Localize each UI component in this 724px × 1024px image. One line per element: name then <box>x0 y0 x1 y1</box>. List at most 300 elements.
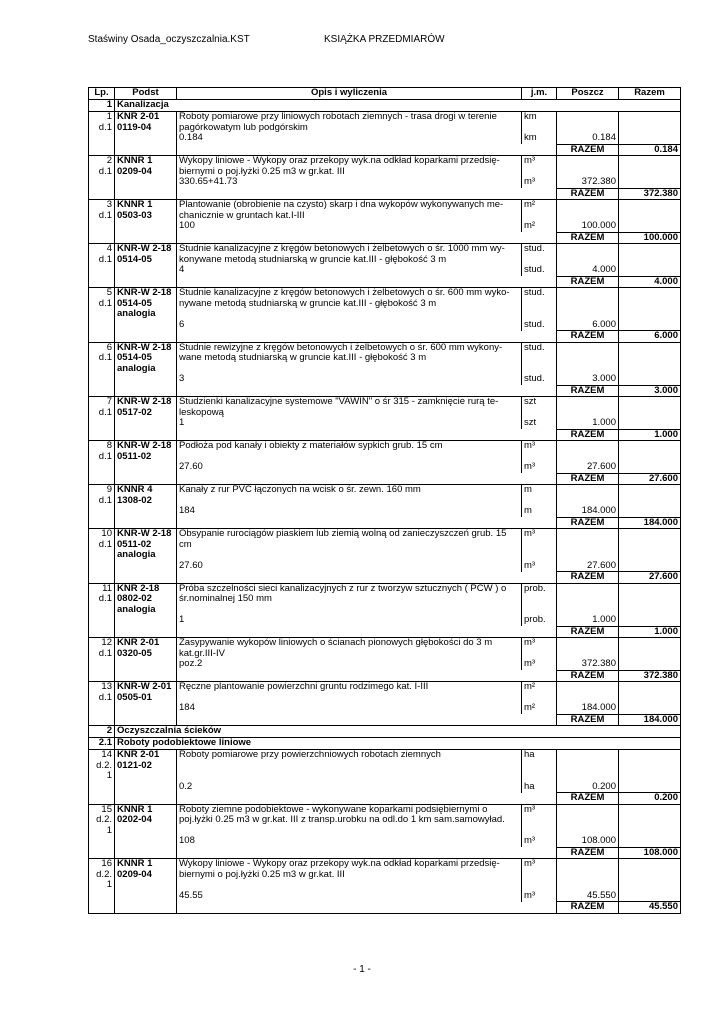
item-razem-blank <box>619 221 681 232</box>
item-podst <box>115 200 177 233</box>
item-poszcz-empty <box>557 200 619 222</box>
item-lp <box>89 859 115 902</box>
item-number: 7 <box>106 396 112 407</box>
item-number: 16 <box>101 858 112 869</box>
item-calculation: 3 <box>177 374 522 385</box>
razem-label: RAZEM <box>557 847 619 859</box>
calc-row <box>89 703 681 714</box>
total-podst-blank <box>115 276 177 288</box>
calc-row <box>89 418 681 429</box>
description-line: Roboty pomiarowe przy liniowych robotach ziemnych - trasa drogi w terenie <box>179 111 497 122</box>
basis-code: KNR-W 2-18 <box>117 243 172 254</box>
item-poszcz: 100.000 <box>557 221 619 232</box>
description-line <box>179 605 519 616</box>
total-jm-blank <box>522 517 557 529</box>
item-row <box>89 804 681 836</box>
basis-code: KNNR 1 <box>117 199 153 210</box>
item-razem: 0.200 <box>619 793 681 805</box>
item-razem: 372.380 <box>619 188 681 200</box>
item-podst <box>115 244 177 277</box>
basis-code: 0514-05 <box>117 253 152 265</box>
item-calculation: 108 <box>177 836 522 847</box>
total-lp-blank <box>89 473 115 485</box>
total-lp-blank <box>89 902 115 914</box>
total-row <box>89 331 681 343</box>
item-unit: stud. <box>522 342 557 374</box>
item-razem-empty <box>619 200 681 222</box>
basis-code: KNR 2-01 <box>117 749 160 760</box>
col-header-opis: Opis i wyliczenia <box>177 88 522 100</box>
item-number: 11 <box>102 583 112 594</box>
calc-row <box>89 836 681 847</box>
item-podst <box>115 397 177 430</box>
item-calculation: poz.2 <box>177 659 522 670</box>
total-desc-blank <box>177 517 522 529</box>
total-desc-blank <box>177 188 522 200</box>
calc-row <box>89 320 681 331</box>
page-number: - 1 - <box>353 964 371 975</box>
item-razem: 184.000 <box>619 714 681 726</box>
item-calc-unit: stud. <box>522 374 557 385</box>
item-poszcz: 3.000 <box>557 374 619 385</box>
item-number: 13 <box>101 681 112 692</box>
total-row <box>89 714 681 726</box>
total-row <box>89 473 681 485</box>
total-row <box>89 572 681 584</box>
item-calculation: 1 <box>177 615 522 626</box>
calc-row <box>89 177 681 188</box>
bill-of-quantities-table <box>88 87 681 914</box>
description-line: nywane metodą studniarską w gruncie kat.III - głębokość 3 m <box>179 297 437 309</box>
total-jm-blank <box>522 714 557 726</box>
total-jm-blank <box>522 188 557 200</box>
item-unit: m³ <box>522 529 557 561</box>
item-lp <box>89 244 115 277</box>
item-razem: 108.000 <box>619 847 681 859</box>
calc-row <box>89 615 681 626</box>
calc-row <box>89 506 681 517</box>
section-number: 2 <box>89 726 115 738</box>
item-poszcz-empty <box>557 156 619 178</box>
item-lp <box>89 485 115 518</box>
item-razem-empty <box>619 682 681 704</box>
item-razem: 0.184 <box>619 144 681 156</box>
item-razem: 184.000 <box>619 517 681 529</box>
item-poszcz-empty <box>557 244 619 266</box>
item-razem-blank <box>619 615 681 626</box>
col-header-podst: Podst <box>115 88 177 100</box>
description-line: Studzienki kanalizacyjne systemowe "VAWIN" o śr 315 - zamknięcie rurą te- <box>179 396 499 407</box>
basis-code: 0517-02 <box>117 406 152 418</box>
calc-row <box>89 782 681 793</box>
item-razem: 45.550 <box>619 902 681 914</box>
item-calculation: 45.55 <box>177 891 522 902</box>
description-line: cm <box>179 538 192 550</box>
item-lp <box>89 682 115 715</box>
description-line: Studnie kanalizacyjne z kręgów betonowych i żelbetowych o śr. 600 mm wyko- <box>179 287 510 298</box>
item-calc-unit: m³ <box>522 836 557 847</box>
item-podst <box>115 750 177 793</box>
item-calc-unit: m² <box>522 703 557 714</box>
item-calc-unit: m² <box>522 221 557 232</box>
item-section-ref: d.1 <box>98 352 112 363</box>
total-row <box>89 902 681 914</box>
description-line: chanicznie w gruntach kat.I-III <box>179 209 305 221</box>
item-lp <box>89 583 115 626</box>
description-line: Roboty ziemne podobiektowe - wykonywane koparkami podsiębiernymi o <box>179 804 488 815</box>
total-jm-blank <box>522 902 557 914</box>
item-row <box>89 288 681 320</box>
item-razem-empty <box>619 638 681 660</box>
item-poszcz-empty <box>557 583 619 615</box>
document-title: KSIĄŻKA PRZEDMIARÓW <box>324 34 445 45</box>
item-description <box>177 112 522 134</box>
total-row <box>89 232 681 244</box>
total-lp-blank <box>89 714 115 726</box>
razem-label: RAZEM <box>557 276 619 288</box>
total-row <box>89 144 681 156</box>
total-desc-blank <box>177 429 522 441</box>
item-calculation: 27.60 <box>177 462 522 473</box>
total-desc-blank <box>177 572 522 584</box>
item-number: 5 <box>106 287 112 298</box>
calc-row <box>89 265 681 276</box>
description-line <box>179 771 519 782</box>
item-podst <box>115 112 177 145</box>
item-section-ref: d.1 <box>98 494 112 506</box>
item-poszcz: 372.380 <box>557 659 619 670</box>
item-row <box>89 156 681 178</box>
item-razem: 372.380 <box>619 670 681 682</box>
total-row <box>89 385 681 397</box>
item-razem-blank <box>619 561 681 572</box>
item-number: 14 <box>101 749 112 760</box>
calc-row <box>89 374 681 385</box>
total-desc-blank <box>177 144 522 156</box>
total-row <box>89 670 681 682</box>
total-podst-blank <box>115 572 177 584</box>
item-podst <box>115 638 177 671</box>
description-line <box>179 496 519 507</box>
item-razem-blank <box>619 891 681 902</box>
item-number: 3 <box>106 199 112 210</box>
item-unit: m³ <box>522 804 557 836</box>
item-section-ref: d.1 <box>98 165 112 177</box>
basis-code: analogia <box>117 308 156 319</box>
total-podst-blank <box>115 626 177 638</box>
item-calculation: 6 <box>177 320 522 331</box>
razem-label: RAZEM <box>557 572 619 584</box>
item-section-ref-sub: 1 <box>106 879 112 890</box>
total-row <box>89 517 681 529</box>
item-number: 8 <box>106 440 112 451</box>
basis-code: KNR-W 2-18 <box>117 440 172 451</box>
basis-code: KNR 2-01 <box>117 637 160 648</box>
basis-code: KNNR 4 <box>117 484 153 495</box>
item-section-ref: d.2. <box>96 868 112 880</box>
item-lp <box>89 804 115 847</box>
basis-code: 0514-05 <box>117 297 152 309</box>
basis-code: analogia <box>117 603 156 615</box>
description-line <box>179 880 519 891</box>
total-lp-blank <box>89 626 115 638</box>
item-description <box>177 342 522 374</box>
total-podst-blank <box>115 847 177 859</box>
item-calc-unit: km <box>522 133 557 144</box>
file-name: Staświny Osada_oczyszczalnia.KST <box>88 34 250 45</box>
section-number: 2.1 <box>89 738 115 750</box>
item-section-ref-sub: 1 <box>106 770 112 781</box>
total-desc-blank <box>177 714 522 726</box>
razem-label: RAZEM <box>557 902 619 914</box>
item-lp <box>89 441 115 474</box>
total-podst-blank <box>115 714 177 726</box>
item-poszcz-empty <box>557 485 619 507</box>
item-razem-empty <box>619 804 681 836</box>
item-lp <box>89 112 115 145</box>
item-razem: 3.000 <box>619 385 681 397</box>
item-description <box>177 156 522 178</box>
table-body <box>89 100 681 914</box>
item-razem-empty <box>619 485 681 507</box>
item-unit: m² <box>522 200 557 222</box>
col-header-lp: Lp. <box>89 88 115 100</box>
description-line: Studnie rewizyjne z kręgów betonowych i żelbetowych o śr. 600 mm wykony- <box>179 342 503 353</box>
basis-code: KNNR 1 <box>117 858 153 869</box>
basis-code: KNNR 1 <box>117 804 153 815</box>
item-razem-empty <box>619 156 681 178</box>
item-calc-unit: m <box>522 506 557 517</box>
description-line: Roboty pomiarowe przy powierzchniowych robotach ziemnych <box>179 749 441 760</box>
razem-label: RAZEM <box>557 144 619 156</box>
total-jm-blank <box>522 670 557 682</box>
item-unit: m³ <box>522 156 557 178</box>
item-razem-blank <box>619 703 681 714</box>
description-line <box>179 452 519 463</box>
item-razem-blank <box>619 836 681 847</box>
item-lp <box>89 397 115 430</box>
item-calc-unit: szt <box>522 418 557 429</box>
table-header-row <box>89 88 681 100</box>
item-number: 2 <box>106 155 112 166</box>
item-calculation: 1 <box>177 418 522 429</box>
basis-code: 0802-02 <box>117 593 152 604</box>
item-calculation: 0.184 <box>177 133 522 144</box>
total-row <box>89 429 681 441</box>
razem-label: RAZEM <box>557 793 619 805</box>
description-line: wane metodą studniarską w gruncie kat.III - głębokość 3 m <box>179 352 427 363</box>
item-calc-unit: stud. <box>522 320 557 331</box>
razem-label: RAZEM <box>557 714 619 726</box>
item-calculation: 100 <box>177 221 522 232</box>
description-line <box>179 309 519 320</box>
total-lp-blank <box>89 331 115 343</box>
basis-code: 0202-04 <box>117 814 152 825</box>
description-line: poj.łyżki 0.25 m3 w gr.kat. III z transp.urobku na odl.do 1 km sam.samowyład. <box>179 814 505 825</box>
item-razem-empty <box>619 750 681 782</box>
section-title: Roboty podobiektowe liniowe <box>115 738 681 750</box>
item-poszcz-empty <box>557 288 619 320</box>
total-lp-blank <box>89 670 115 682</box>
description-line: konywane metodą studniarską w gruncie kat.III - głębokość 3 m <box>179 253 447 265</box>
item-section-ref: d.1 <box>98 253 112 265</box>
item-razem-blank <box>619 320 681 331</box>
item-razem-blank <box>619 133 681 144</box>
calc-row <box>89 462 681 473</box>
item-row <box>89 859 681 891</box>
total-lp-blank <box>89 276 115 288</box>
basis-code: 0511-02 <box>117 450 152 462</box>
item-razem-blank <box>619 782 681 793</box>
basis-code: 0209-04 <box>117 165 152 177</box>
col-header-poszcz: Poszcz <box>557 88 619 100</box>
total-lp-blank <box>89 232 115 244</box>
total-desc-blank <box>177 847 522 859</box>
total-podst-blank <box>115 902 177 914</box>
item-razem: 4.000 <box>619 276 681 288</box>
description-line: Zasypywanie wykopów liniowych o ścianach pionowych głębokości do 3 m <box>179 637 493 648</box>
item-unit: stud. <box>522 244 557 266</box>
description-line: Wykopy liniowe - Wykopy oraz przekopy wyk.na odkład koparkami przedsię- <box>179 155 500 166</box>
description-line: biernymi o poj.łyżki 0.25 m3 w gr.kat. III <box>179 165 345 177</box>
item-number: 1 <box>106 111 112 122</box>
total-podst-blank <box>115 517 177 529</box>
item-lp <box>89 200 115 233</box>
item-razem: 1.000 <box>619 626 681 638</box>
description-line: Plantowanie (obrobienie na czysto) skarp i dna wykopów wykonywanych me- <box>179 199 504 210</box>
item-lp <box>89 288 115 331</box>
item-description <box>177 804 522 836</box>
total-lp-blank <box>89 572 115 584</box>
section-row <box>89 738 681 750</box>
basis-code: analogia <box>117 362 156 374</box>
item-razem-empty <box>619 342 681 374</box>
total-podst-blank <box>115 385 177 397</box>
total-jm-blank <box>522 793 557 805</box>
item-calc-unit: prob. <box>522 615 557 626</box>
section-number: 1 <box>89 100 115 112</box>
item-unit: ha <box>522 750 557 782</box>
item-razem-blank <box>619 659 681 670</box>
item-section-ref: d.1 <box>98 538 112 550</box>
item-podst <box>115 441 177 474</box>
item-section-ref-sub: 1 <box>106 824 112 836</box>
item-lp <box>89 342 115 385</box>
total-desc-blank <box>177 276 522 288</box>
total-row <box>89 793 681 805</box>
basis-code: 0320-05 <box>117 647 152 659</box>
col-header-razem: Razem <box>619 88 681 100</box>
item-row <box>89 682 681 704</box>
total-jm-blank <box>522 144 557 156</box>
item-razem-empty <box>619 529 681 561</box>
item-unit: m <box>522 485 557 507</box>
total-podst-blank <box>115 144 177 156</box>
item-calculation: 0.2 <box>177 782 522 793</box>
item-poszcz-empty <box>557 638 619 660</box>
total-lp-blank <box>89 847 115 859</box>
item-razem-empty <box>619 244 681 266</box>
item-calc-unit: m³ <box>522 561 557 572</box>
calc-row <box>89 221 681 232</box>
item-unit: m³ <box>522 859 557 891</box>
total-lp-blank <box>89 188 115 200</box>
item-razem: 27.600 <box>619 572 681 584</box>
item-unit: prob. <box>522 583 557 615</box>
item-razem-blank <box>619 462 681 473</box>
basis-code: KNR 2-01 <box>117 111 160 122</box>
section-row <box>89 100 681 112</box>
item-row <box>89 200 681 222</box>
section-row <box>89 726 681 738</box>
basis-code: 0209-04 <box>117 868 152 880</box>
description-line: Wykopy liniowe - Wykopy oraz przekopy wyk.na odkład koparkami przedsię- <box>179 858 500 869</box>
item-podst <box>115 342 177 385</box>
item-row <box>89 441 681 463</box>
basis-code: 0503-03 <box>117 209 152 221</box>
basis-code: 0505-01 <box>117 691 152 703</box>
item-podst <box>115 859 177 902</box>
item-description <box>177 244 522 266</box>
item-poszcz: 6.000 <box>557 320 619 331</box>
item-podst <box>115 583 177 626</box>
item-razem-blank <box>619 374 681 385</box>
item-description <box>177 441 522 463</box>
total-desc-blank <box>177 902 522 914</box>
description-line: kat.gr.III-IV <box>179 647 225 659</box>
total-podst-blank <box>115 188 177 200</box>
item-poszcz: 27.600 <box>557 462 619 473</box>
item-number: 15 <box>101 804 112 815</box>
description-line: biernymi o poj.łyżki 0.25 m3 w gr.kat. III <box>179 868 345 880</box>
total-jm-blank <box>522 847 557 859</box>
description-line <box>179 826 519 837</box>
total-desc-blank <box>177 232 522 244</box>
item-row <box>89 244 681 266</box>
item-razem-empty <box>619 397 681 419</box>
item-razem-blank <box>619 418 681 429</box>
razem-label: RAZEM <box>557 331 619 343</box>
total-jm-blank <box>522 473 557 485</box>
section-title: Kanalizacja <box>115 100 681 112</box>
item-unit: m³ <box>522 638 557 660</box>
item-poszcz-empty <box>557 529 619 561</box>
item-poszcz: 45.550 <box>557 891 619 902</box>
item-row <box>89 750 681 782</box>
item-razem: 1.000 <box>619 429 681 441</box>
item-poszcz: 1.000 <box>557 615 619 626</box>
total-lp-blank <box>89 517 115 529</box>
razem-label: RAZEM <box>557 429 619 441</box>
total-podst-blank <box>115 670 177 682</box>
description-line: Obsypanie rurociągów piaskiem lub ziemią wolną od zanieczyszczeń grub. 15 <box>179 528 507 539</box>
basis-code: 0514-05 <box>117 352 152 363</box>
item-poszcz-empty <box>557 441 619 463</box>
item-razem-empty <box>619 441 681 463</box>
item-podst <box>115 682 177 715</box>
item-section-ref: d.2. <box>96 759 112 771</box>
total-jm-blank <box>522 232 557 244</box>
total-jm-blank <box>522 572 557 584</box>
item-poszcz: 1.000 <box>557 418 619 429</box>
basis-code: KNR-W 2-01 <box>117 681 172 692</box>
description-line: Ręczne plantowanie powierzchni gruntu rodzimego kat. I-III <box>179 681 429 692</box>
item-razem-blank <box>619 177 681 188</box>
item-unit: szt <box>522 397 557 419</box>
item-number: 9 <box>106 484 112 495</box>
item-number: 4 <box>106 243 112 254</box>
item-description <box>177 397 522 419</box>
